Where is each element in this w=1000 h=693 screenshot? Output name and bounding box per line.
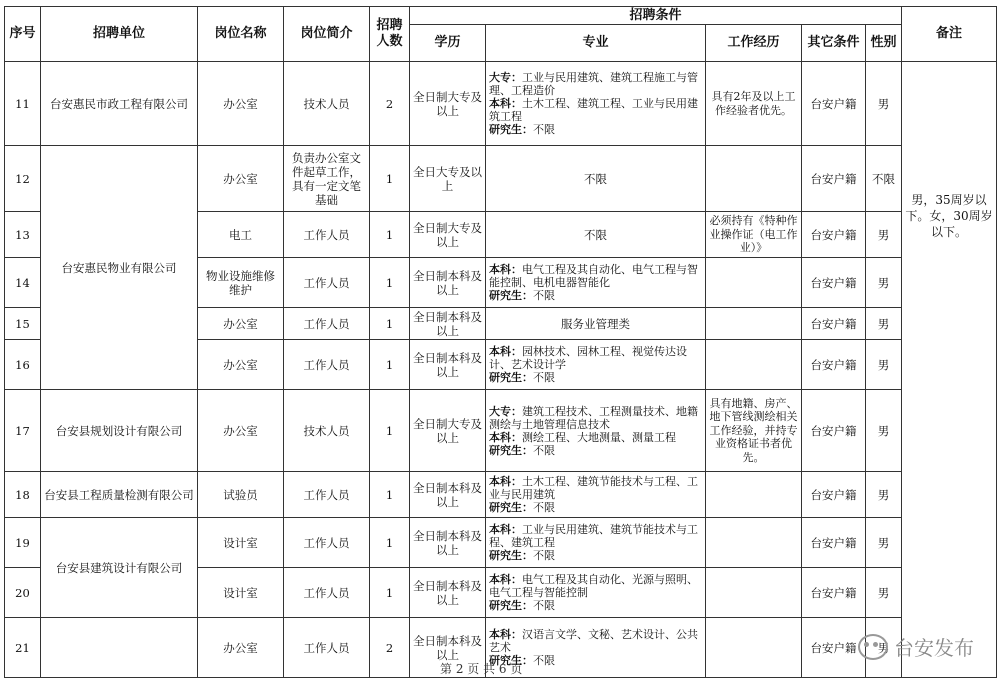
watermark bbox=[858, 632, 974, 661]
cell-intro: 工作人员 bbox=[284, 568, 370, 618]
major-level-label: 本科： bbox=[489, 475, 522, 488]
cell-gender: 男 bbox=[866, 62, 902, 146]
cell-intro: 工作人员 bbox=[284, 618, 370, 678]
major-list: 不限 bbox=[533, 599, 555, 612]
cell-experience bbox=[706, 472, 802, 518]
cell-major bbox=[486, 472, 706, 518]
cell-experience bbox=[706, 308, 802, 340]
major-list: 土木工程、建筑工程、工业与民用建筑工程 bbox=[489, 97, 698, 123]
cell-edu: 全日制本科及以上 bbox=[410, 472, 486, 518]
page-footer: 第 2 页 共 6 页 bbox=[440, 662, 523, 676]
cell-gender: 男 bbox=[866, 390, 902, 472]
major-level-label: 本科： bbox=[489, 523, 522, 536]
cell-count: 1 bbox=[370, 390, 410, 472]
cell-edu: 全日制本科及以上 bbox=[410, 308, 486, 340]
cell-other: 台安户籍 bbox=[802, 618, 866, 678]
major-level-label: 研究生： bbox=[489, 289, 533, 302]
major-level-label: 大专： bbox=[489, 404, 522, 418]
major-level-label: 研究生： bbox=[489, 123, 533, 136]
cell-count: 2 bbox=[370, 62, 410, 146]
cell-count: 1 bbox=[370, 472, 410, 518]
header-exp: 工作经历 bbox=[706, 25, 802, 62]
major-list: 测绘工程、大地测量、测量工程 bbox=[522, 430, 676, 444]
cell-count: 1 bbox=[370, 518, 410, 568]
cell-gender: 男 bbox=[866, 618, 902, 678]
cell-seq: 13 bbox=[5, 212, 41, 258]
cell-post: 办公室 bbox=[198, 308, 284, 340]
header-intro: 岗位简介 bbox=[284, 7, 370, 62]
header-count: 招聘人数 bbox=[370, 7, 410, 62]
header-major: 专业 bbox=[486, 25, 706, 62]
table-row bbox=[5, 390, 997, 472]
cell-edu: 全日制本科及以上 bbox=[410, 568, 486, 618]
cell-other: 台安户籍 bbox=[802, 308, 866, 340]
cell-seq: 11 bbox=[5, 62, 41, 146]
cell-edu: 全日制大专及以上 bbox=[410, 62, 486, 146]
major-level-label: 研究生： bbox=[489, 501, 533, 514]
cell-other: 台安户籍 bbox=[802, 340, 866, 390]
wechat-icon bbox=[858, 634, 888, 660]
major-list: 不限 bbox=[533, 654, 555, 667]
cell-post: 办公室 bbox=[198, 62, 284, 146]
cell-experience bbox=[706, 618, 802, 678]
cell-count: 1 bbox=[370, 308, 410, 340]
cell-gender: 男 bbox=[866, 340, 902, 390]
cell-unit: 台安惠民物业有限公司 bbox=[41, 146, 198, 390]
cell-post: 电工 bbox=[198, 212, 284, 258]
cell-other: 台安户籍 bbox=[802, 258, 866, 308]
cell-gender: 男 bbox=[866, 568, 902, 618]
major-level-label: 研究生： bbox=[489, 443, 533, 457]
cell-seq: 20 bbox=[5, 568, 41, 618]
cell-edu: 全日制本科及以上 bbox=[410, 518, 486, 568]
cell-seq: 12 bbox=[5, 146, 41, 212]
major-list: 电气工程及其自动化、电气工程与智能控制、电机电器智能化 bbox=[489, 263, 698, 289]
header-unit: 招聘单位 bbox=[41, 7, 198, 62]
major-list: 不限 bbox=[533, 549, 555, 562]
cell-experience: 具有地籍、房产、地下管线测绘相关工作经验，并持专业资格证书者优先。 bbox=[706, 390, 802, 472]
cell-gender: 男 bbox=[866, 258, 902, 308]
major-list: 不限 bbox=[533, 501, 555, 514]
cell-count: 1 bbox=[370, 212, 410, 258]
cell-edu: 全日制大专及以上 bbox=[410, 390, 486, 472]
cell-gender: 男 bbox=[866, 518, 902, 568]
cell-seq: 17 bbox=[5, 390, 41, 472]
cell-intro: 负责办公室文件起草工作，具有一定文笔基础 bbox=[284, 146, 370, 212]
table-row bbox=[5, 472, 997, 518]
header-post: 岗位名称 bbox=[198, 7, 284, 62]
cell-seq: 16 bbox=[5, 340, 41, 390]
cell-post: 物业设施维修维护 bbox=[198, 258, 284, 308]
cell-seq: 21 bbox=[5, 618, 41, 678]
major-list: 不限 bbox=[533, 371, 555, 384]
cell-experience bbox=[706, 568, 802, 618]
header-seq: 序号 bbox=[5, 7, 41, 62]
major-level-label: 本科： bbox=[489, 430, 522, 444]
cell-count: 2 bbox=[370, 618, 410, 678]
cell-experience bbox=[706, 518, 802, 568]
cell-edu: 全日制本科及以上 bbox=[410, 618, 486, 678]
major-list: 不限 bbox=[533, 123, 555, 136]
cell-count: 1 bbox=[370, 340, 410, 390]
cell-intro: 工作人员 bbox=[284, 340, 370, 390]
cell-unit: 台安县建筑设计有限公司 bbox=[41, 518, 198, 618]
major-list: 工业与民用建筑、建筑工程施工与管理、工程造价 bbox=[489, 71, 698, 97]
cell-other: 台安户籍 bbox=[802, 518, 866, 568]
cell-gender: 不限 bbox=[866, 146, 902, 212]
cell-seq: 18 bbox=[5, 472, 41, 518]
header-note: 备注 bbox=[902, 7, 997, 62]
major-level-label: 本科： bbox=[489, 628, 522, 641]
major-list: 汉语言文学、文秘、艺术设计、公共艺术 bbox=[489, 628, 698, 654]
cell-count: 1 bbox=[370, 568, 410, 618]
major-list: 园林技术、园林工程、视觉传达设计、艺术设计学 bbox=[489, 345, 687, 371]
cell-gender: 男 bbox=[866, 472, 902, 518]
cell-experience bbox=[706, 146, 802, 212]
cell-edu: 全日制大专及以上 bbox=[410, 212, 486, 258]
cell-unit: 台安惠民市政工程有限公司 bbox=[41, 62, 198, 146]
cell-major: 不限 bbox=[486, 212, 706, 258]
table-row bbox=[5, 518, 997, 568]
cell-other: 台安户籍 bbox=[802, 472, 866, 518]
cell-edu: 全日大专及以上 bbox=[410, 146, 486, 212]
cell-major: 不限 bbox=[486, 146, 706, 212]
cell-intro: 工作人员 bbox=[284, 308, 370, 340]
major-level-label: 本科： bbox=[489, 345, 522, 358]
cell-intro: 技术人员 bbox=[284, 62, 370, 146]
major-level-label: 研究生： bbox=[489, 599, 533, 612]
major-level-label: 大专： bbox=[489, 71, 522, 84]
cell-major bbox=[486, 340, 706, 390]
header-edu: 学历 bbox=[410, 25, 486, 62]
cell-seq: 14 bbox=[5, 258, 41, 308]
major-list: 不限 bbox=[533, 289, 555, 302]
cell-intro: 工作人员 bbox=[284, 472, 370, 518]
cell-post: 设计室 bbox=[198, 518, 284, 568]
cell-edu: 全日制本科及以上 bbox=[410, 258, 486, 308]
cell-intro: 工作人员 bbox=[284, 258, 370, 308]
cell-gender: 男 bbox=[866, 212, 902, 258]
cell-other: 台安户籍 bbox=[802, 62, 866, 146]
cell-post: 办公室 bbox=[198, 340, 284, 390]
cell-other: 台安户籍 bbox=[802, 568, 866, 618]
recruitment-table bbox=[4, 6, 997, 678]
major-level-label: 研究生： bbox=[489, 371, 533, 384]
cell-other: 台安户籍 bbox=[802, 146, 866, 212]
recruitment-table-container bbox=[4, 6, 996, 678]
major-level-label: 本科： bbox=[489, 97, 522, 110]
cell-note: 男，35周岁以下。女，30周岁以下。 bbox=[902, 62, 997, 678]
major-level-label: 研究生： bbox=[489, 549, 533, 562]
major-level-label: 研究生： bbox=[489, 654, 533, 667]
cell-major bbox=[486, 518, 706, 568]
table-row bbox=[5, 146, 997, 212]
cell-post: 试验员 bbox=[198, 472, 284, 518]
cell-edu: 全日制本科及以上 bbox=[410, 340, 486, 390]
cell-major: 服务业管理类 bbox=[486, 308, 706, 340]
cell-unit: 台安县工程质量检测有限公司 bbox=[41, 472, 198, 518]
cell-major bbox=[486, 568, 706, 618]
watermark-text: 台安发布 bbox=[894, 636, 974, 660]
cell-experience bbox=[706, 340, 802, 390]
cell-post: 办公室 bbox=[198, 390, 284, 472]
cell-seq: 15 bbox=[5, 308, 41, 340]
header-other: 其它条件 bbox=[802, 25, 866, 62]
major-list: 土木工程、建筑节能技术与工程、工业与民用建筑 bbox=[489, 475, 698, 501]
major-list: 工业与民用建筑、建筑节能技术与工程、建筑工程 bbox=[489, 523, 698, 549]
major-list: 电气工程及其自动化、光源与照明、电气工程与智能控制 bbox=[489, 573, 698, 599]
cell-intro: 工作人员 bbox=[284, 518, 370, 568]
major-list: 建筑工程技术、工程测量技术、地籍测绘与土地管理信息技术 bbox=[489, 404, 698, 431]
major-list: 不限 bbox=[533, 443, 555, 457]
cell-seq: 19 bbox=[5, 518, 41, 568]
cell-experience: 必须持有《特种作业操作证（电工作业）》 bbox=[706, 212, 802, 258]
table-body bbox=[5, 62, 997, 678]
major-level-label: 本科： bbox=[489, 263, 522, 276]
major-level-label: 本科： bbox=[489, 573, 522, 586]
header-gender: 性别 bbox=[866, 25, 902, 62]
cell-major bbox=[486, 62, 706, 146]
cell-experience: 具有2年及以上工作经验者优先。 bbox=[706, 62, 802, 146]
cell-major bbox=[486, 258, 706, 308]
cell-post: 办公室 bbox=[198, 146, 284, 212]
cell-experience bbox=[706, 258, 802, 308]
cell-intro: 技术人员 bbox=[284, 390, 370, 472]
cell-count: 1 bbox=[370, 146, 410, 212]
cell-other: 台安户籍 bbox=[802, 390, 866, 472]
cell-gender: 男 bbox=[866, 308, 902, 340]
cell-unit bbox=[41, 618, 198, 678]
cell-count: 1 bbox=[370, 258, 410, 308]
cell-unit: 台安县规划设计有限公司 bbox=[41, 390, 198, 472]
cell-post: 办公室 bbox=[198, 618, 284, 678]
cell-major bbox=[486, 390, 706, 472]
table-row bbox=[5, 62, 997, 146]
cell-post: 设计室 bbox=[198, 568, 284, 618]
header-conditions: 招聘条件 bbox=[410, 7, 902, 25]
cell-intro: 工作人员 bbox=[284, 212, 370, 258]
cell-other: 台安户籍 bbox=[802, 212, 866, 258]
